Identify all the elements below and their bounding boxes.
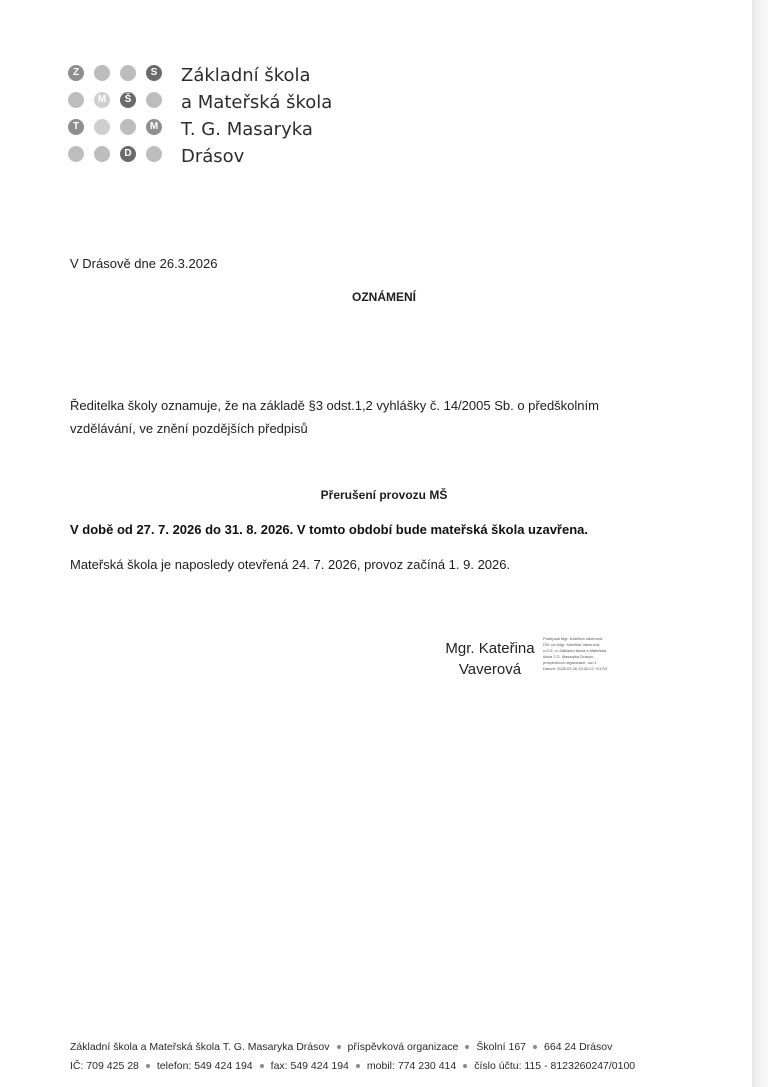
footer-item: Základní škola a Mateřská škola T. G. Masaryka Drásov bbox=[70, 1041, 330, 1053]
logo-dot-letter: D bbox=[120, 146, 136, 162]
logo-dot-letter: Z bbox=[68, 65, 84, 81]
footer-item: příspěvková organizace bbox=[347, 1041, 459, 1053]
document-title: OZNÁMENÍ bbox=[352, 290, 416, 304]
page-footer bbox=[70, 1038, 710, 1076]
opening-info: Mateřská škola je naposledy otevřená 24. 7. 2026, provoz začíná 1. 9. 2026. bbox=[70, 557, 511, 572]
signature-detail-line: c=CZ, o=Základní škola a Mateřská bbox=[543, 648, 607, 653]
logo-line: Základní škola bbox=[181, 65, 311, 86]
logo-dot-letter: Š bbox=[120, 92, 136, 108]
viewer-margin bbox=[752, 0, 768, 1087]
logo-dot-grid bbox=[68, 62, 168, 172]
logo-dot-letter: S bbox=[146, 65, 162, 81]
logo-dot bbox=[68, 92, 84, 108]
footer-line bbox=[70, 1057, 710, 1076]
digital-signature bbox=[440, 636, 650, 682]
bullet-separator-icon bbox=[465, 1045, 469, 1049]
footer-item: fax: 549 424 194 bbox=[270, 1060, 349, 1072]
bullet-separator-icon bbox=[356, 1064, 360, 1068]
footer-item: číslo účtu: 115 - 8123260247/0100 bbox=[474, 1060, 636, 1072]
intro-line: vzdělávání, ve znění pozdějších předpisů bbox=[70, 421, 308, 436]
footer-item: telefon: 549 424 194 bbox=[156, 1060, 253, 1072]
logo-line: a Mateřská škola bbox=[181, 92, 333, 113]
signatory-name-line: Mgr. Kateřina bbox=[445, 640, 535, 657]
closure-period: V době od 27. 7. 2026 do 31. 8. 2026. V tomto období bude mateřská škola uzavřena. bbox=[70, 522, 589, 537]
logo-dot bbox=[94, 65, 110, 81]
signatory-name bbox=[440, 638, 540, 680]
signature-detail-line: škola T.G. Masaryka Drásov, bbox=[543, 654, 594, 659]
bullet-separator-icon bbox=[260, 1064, 264, 1068]
logo-dot bbox=[94, 146, 110, 162]
logo-dot-letter: M bbox=[94, 92, 110, 108]
date-line: V Drásově dne 26.3.2026 bbox=[70, 256, 218, 271]
logo-dot bbox=[120, 65, 136, 81]
footer-item: mobil: 774 230 414 bbox=[366, 1060, 457, 1072]
logo-line: Drásov bbox=[181, 146, 245, 167]
bullet-separator-icon bbox=[146, 1064, 150, 1068]
footer-item: IČ: 709 425 28 bbox=[70, 1060, 139, 1072]
logo-dot-letter: T bbox=[68, 119, 84, 135]
logo-dot bbox=[120, 119, 136, 135]
logo-line: T. G. Masaryka bbox=[181, 119, 313, 140]
intro-line: Ředitelka školy oznamuje, že na základě §3 odst.1,2 vyhlášky č. 14/2005 Sb. o předškolním bbox=[70, 398, 599, 413]
logo-dot bbox=[94, 119, 110, 135]
logo-dot-letter: M bbox=[146, 119, 162, 135]
announcement-intro bbox=[70, 394, 670, 440]
footer-item: 664 24 Drásov bbox=[544, 1041, 613, 1053]
section-subtitle: Přerušení provozu MŠ bbox=[320, 488, 448, 502]
signature-detail-line: Podepsal Mgr. Kateřina Vaverová bbox=[543, 636, 603, 641]
signature-detail-line: příspěvková organizace, ou=1 bbox=[543, 660, 597, 665]
signatory-name-line: Vaverová bbox=[458, 661, 522, 678]
signature-detail-line: Datum: 2026.03.26 13:00:22 +01'00' bbox=[543, 666, 608, 671]
logo-school-name bbox=[181, 62, 332, 170]
logo-dot bbox=[68, 146, 84, 162]
footer-line bbox=[70, 1038, 710, 1057]
bullet-separator-icon bbox=[463, 1064, 467, 1068]
bullet-separator-icon bbox=[533, 1045, 537, 1049]
bullet-separator-icon bbox=[337, 1045, 341, 1049]
signature-detail-line: DN: cn=Mgr. Kateřina Vaverová, bbox=[543, 642, 601, 647]
footer-item: Školní 167 bbox=[476, 1041, 527, 1053]
logo-dot bbox=[146, 92, 162, 108]
logo-dot bbox=[146, 146, 162, 162]
signature-details bbox=[543, 636, 653, 672]
school-logo bbox=[68, 62, 368, 172]
